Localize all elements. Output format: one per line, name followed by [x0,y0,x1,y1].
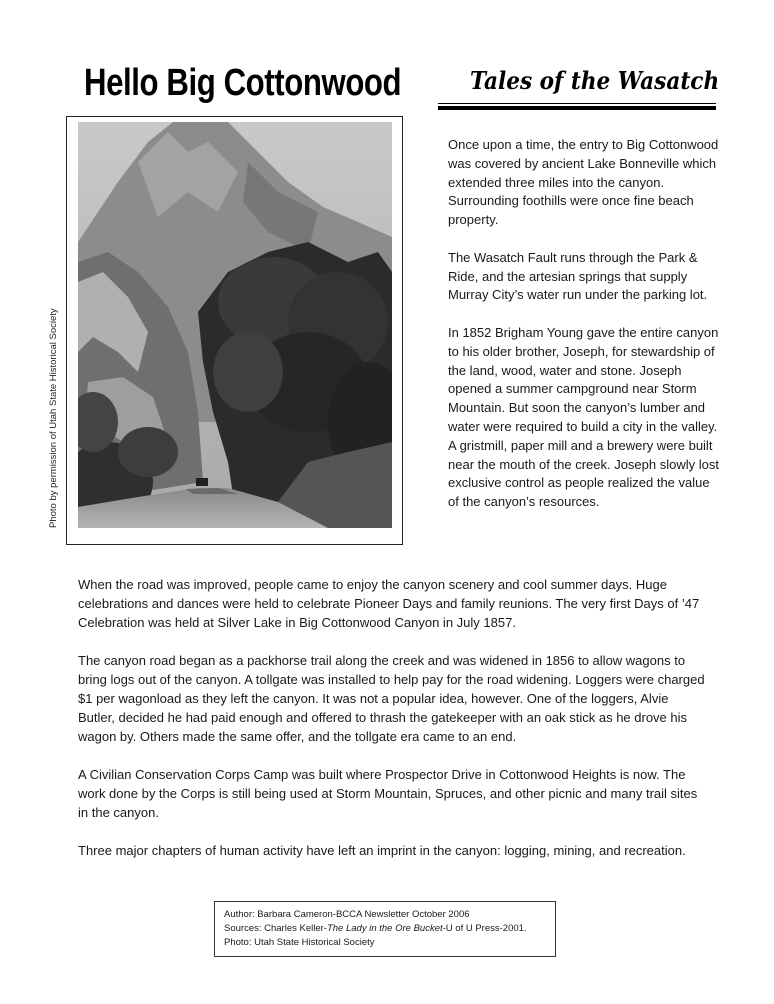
series-title: Tales of the Wasatch [470,66,720,95]
sources-line [224,922,555,936]
sources-box [214,901,556,957]
page-title: Hello Big Cottonwood [84,62,402,104]
sources-suffix: -U of U Press-2001. [442,923,527,934]
author-line: Author: Barbara Cameron-BCCA Newsletter October 2006 [224,909,470,920]
photo-credit: Photo by permission of Utah State Historical Society [48,308,59,528]
main-column [78,575,708,879]
side-column [448,136,720,531]
photo-source-line: Photo: Utah State Historical Society [224,937,375,948]
canyon-photo [78,122,392,528]
sources-prefix: Sources: Charles Keller- [224,923,327,934]
header-rule-thin [438,103,716,104]
book-title: The Lady in the Ore Bucket [326,923,443,934]
body-paragraph: A Civilian Conservation Corps Camp was built where Prospector Drive in Cottonwood Heights is now. The work done by the Corps is still being used at Storm Mountain, Spruces, and other picnic and many trail sites in the canyon. [78,767,698,820]
body-paragraph: Three major chapters of human activity have left an imprint in the canyon: logging, mining, and recreation. [78,843,686,858]
header-rule-thick [438,106,716,110]
side-paragraph: In 1852 Brigham Young gave the entire canyon to his older brother, Joseph, for stewardship of the land, wood, water and stone. Joseph opened a summer campground near Storm Mountain. But soon the canyon’s lumber and water were required to build a city in the valley. A gristmill, paper mill and a brewery were built near the mouth of the creek. Joseph slowly lost exclusive control as people realized the value of the canyon’s resources. [448,324,719,510]
body-paragraph: When the road was improved, people came to enjoy the canyon scenery and cool summer days. Huge celebrations and dances were held to celebrate Pioneer Days and family reunions. The very first Days of ’47 Celebration was held at Silver Lake in Big Cottonwood Canyon in July 1857. [78,577,700,630]
side-paragraph: The Wasatch Fault runs through the Park & Ride, and the artesian springs that supply Murray City’s water run under the parking lot. [448,249,708,303]
side-paragraph: Once upon a time, the entry to Big Cottonwood was covered by ancient Lake Bonneville which extended three miles into the canyon. Surrounding foothills were once fine beach property. [448,137,719,228]
body-paragraph: The canyon road began as a packhorse trail along the creek and was widened in 1856 to allow wagons to bring logs out of the canyon. A tollgate was installed to help pay for the road widening. Loggers were charged $1 per wagonload as they left the canyon. It was not a popular idea, however. One of the loggers, Alvie Butler, decided he had paid enough and offered to thrash the gatekeeper with an oak stick as he drove his wagon by. Others made the same offer, and the tollgate era came to an end. [78,653,705,744]
